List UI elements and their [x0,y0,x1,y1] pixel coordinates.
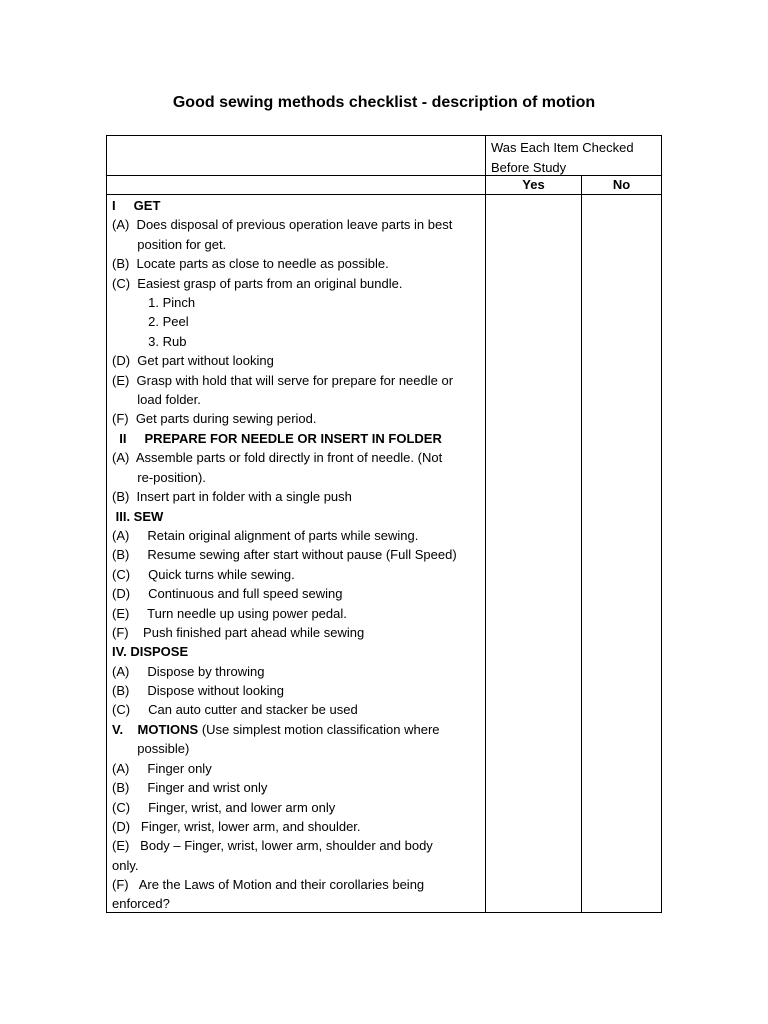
checklist-row [112,409,316,428]
row-divider-subheader [106,194,662,195]
checklist-item-text: 3. Rub [112,334,187,349]
checklist-row [112,196,160,215]
checklist-item-text: (C) Quick turns while sewing. [112,567,295,582]
checklist-row [112,545,457,564]
checklist-item-text: (D) Finger, wrist, lower arm, and shoulder. [112,819,361,834]
checklist-item-text: (F) Get parts during sewing period. [112,411,317,426]
checklist-row [112,642,188,661]
no-column-header: No [612,177,631,192]
table-border-right [661,135,662,913]
checklist-item-text: (C) Easiest grasp of parts from an original bundle. [112,276,403,291]
checklist-item-text: (D) Continuous and full speed sewing [112,586,343,601]
checklist-row [112,798,335,817]
checklist-item-text: (B) Finger and wrist only [112,780,268,795]
section-heading: I GET [112,198,161,213]
table-border-left [106,135,107,913]
checklist-item-text: (B) Dispose without looking [112,683,284,698]
checklist-row [112,526,418,545]
checklist-item-text: 1. Pinch [112,295,196,310]
checklist-item-text: (D) Get part without looking [112,353,274,368]
checklist-row [112,739,189,758]
checklist-row [112,507,163,526]
table-border-top [106,135,662,136]
checklist-row [112,894,170,913]
checklist-item-text: only. [112,858,139,873]
checklist-row [112,836,433,855]
checklist-row [112,623,364,642]
checklist-row [112,817,361,836]
checklist-row [112,565,295,584]
checklist-item-text: (A) Does disposal of previous operation leave parts in best [112,217,453,232]
checklist-item-text: position for get. [112,237,227,252]
table-border-bottom [106,912,662,913]
checklist-row [112,778,267,797]
checklist-row [112,604,347,623]
checklist-item-text: (B) Insert part in folder with a single push [112,489,352,504]
checklist-item-text: (C) Finger, wrist, and lower arm only [112,800,336,815]
checklist-row [112,332,186,351]
checklist-item-text: (E) Grasp with hold that will serve for prepare for needle or [112,373,454,388]
checklist-item-text: (A) Assemble parts or fold directly in front of needle. (Not [112,450,443,465]
checklist-row [112,720,440,739]
checklist-row [112,448,442,467]
checklist-item-text: (E) Turn needle up using power pedal. [112,606,347,621]
checklist-row [112,215,452,234]
checklist-row [112,487,352,506]
checklist-item-text: (A) Retain original alignment of parts while sewing. [112,528,419,543]
checklist-row [112,312,189,331]
checklist-item-text: possible) [112,741,190,756]
checklist-item-text: 2. Peel [112,314,189,329]
checklist-row [112,254,389,273]
checklist-item-text: (Use simplest motion classification where [198,722,440,737]
checklist-row [112,371,453,390]
checklist-item-text: (A) Finger only [112,761,212,776]
section-heading: II PREPARE FOR NEEDLE OR INSERT IN FOLDER [112,431,442,446]
section-heading: III. SEW [112,509,164,524]
column-divider-yes-no [581,175,582,913]
checklist-row [112,468,206,487]
checklist-row [112,681,284,700]
checklist-item-text: (A) Dispose by throwing [112,664,265,679]
checklist-item-text: (F) Are the Laws of Motion and their corollaries being [112,877,425,892]
checklist-row [112,390,201,409]
checklist-item-text: (B) Resume sewing after start without pause (Full Speed) [112,547,457,562]
checked-before-study-header: Was Each Item Checked Before Study [491,140,634,175]
section-heading: IV. DISPOSE [112,644,189,659]
checklist-item-text: load folder. [112,392,201,407]
checklist-item-text: (B) Locate parts as close to needle as possible. [112,256,389,271]
checklist-row [112,584,343,603]
checklist-item-text: (F) Push finished part ahead while sewing [112,625,365,640]
checklist-item-text: re-position). [112,470,206,485]
column-divider-description [485,135,486,913]
checklist-row [112,662,264,681]
checklist-row [112,274,402,293]
checklist-row [112,293,195,312]
checklist-row [112,856,139,875]
checklist-row [112,700,358,719]
checklist-row [112,759,212,778]
checklist-row [112,351,274,370]
yes-column-header: Yes [522,177,545,192]
checklist-item-text: enforced? [112,896,170,911]
section-heading: V. MOTIONS [112,722,199,737]
checklist-row [112,429,442,448]
page-title: Good sewing methods checklist - description of motion [172,94,596,111]
checklist-row [112,235,226,254]
checklist-item-text: (C) Can auto cutter and stacker be used [112,702,358,717]
checklist-row [112,875,424,894]
checklist-item-text: (E) Body – Finger, wrist, lower arm, shoulder and body [112,838,433,853]
